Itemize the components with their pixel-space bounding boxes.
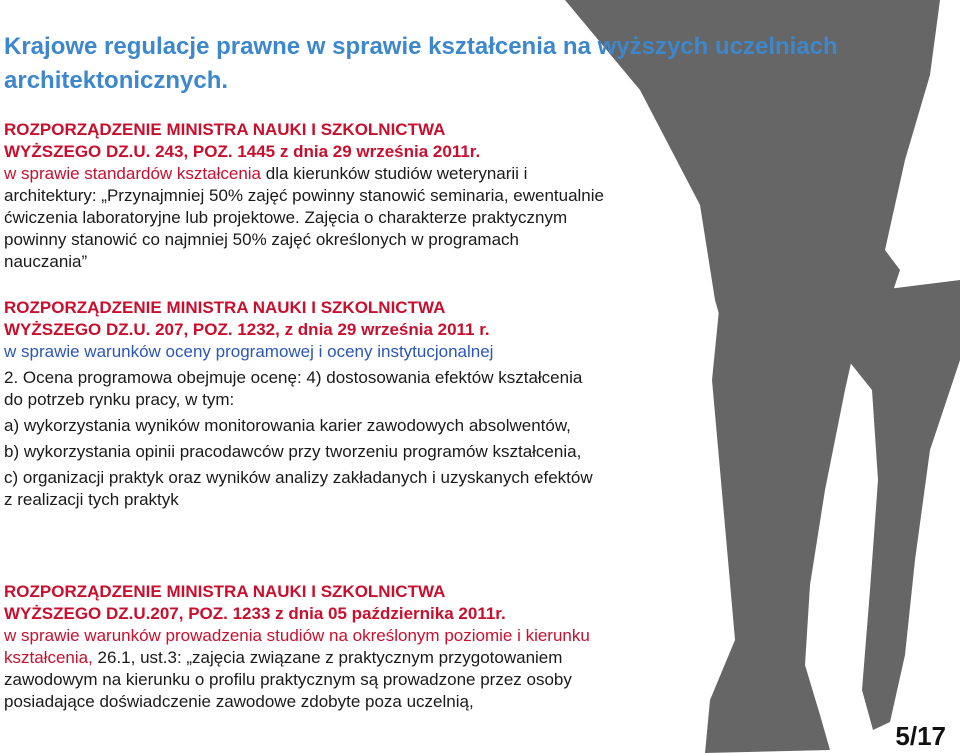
regulation-3-topic: w sprawie warunków prowadzenia studiów na określonym poziomie i kierunku kształcenia, xyxy=(4,626,590,667)
slide-title: Krajowe regulacje prawne w sprawie kształcenia na wyższych uczelniach architektonicznych. xyxy=(4,33,838,94)
regulation-1-body xyxy=(4,163,604,273)
regulation-1-topic: w sprawie standardów kształcenia xyxy=(4,164,262,183)
regulation-2-item-a: a) wykorzystania wyników monitorowania karier zawodowych absolwentów, xyxy=(4,416,571,435)
regulation-2-topic: w sprawie warunków oceny programowej i oceny instytucjonalnej xyxy=(4,342,494,361)
regulation-block-1 xyxy=(4,119,604,273)
regulation-1-reference: ROZPORZĄDZENIE MINISTRA NAUKI I SZKOLNICTWA WYŻSZEGO DZ.U. 243, POZ. 1445 z dnia 29 września 2011r. xyxy=(4,120,481,161)
regulation-2-reference: ROZPORZĄDZENIE MINISTRA NAUKI I SZKOLNICTWA WYŻSZEGO DZ.U. 207, POZ. 1232, z dnia 29 września 2011 r. xyxy=(4,298,490,339)
regulation-block-3 xyxy=(4,581,604,713)
regulation-1-text: dla kierunków studiów weterynarii i architektury: „Przynajmniej 50% zajęć powinny stanowić seminaria, ewentualnie ćwiczenia laboratoryjne lub projektowe. Zajęcia o charakterze praktycznym powinny stanowić co najmniej 50% zajęć określonych w programach nauczania” xyxy=(4,164,604,271)
regulation-block-2 xyxy=(4,297,604,511)
regulation-2-item-c: c) organizacji praktyk oraz wyników analizy zakładanych i uzyskanych efektów z realizacji tych praktyk xyxy=(4,468,593,509)
regulation-3-reference: ROZPORZĄDZENIE MINISTRA NAUKI I SZKOLNICTWA WYŻSZEGO DZ.U.207, POZ. 1233 z dnia 05 października 2011r. xyxy=(4,582,506,623)
regulation-3-text: 26.1, ust.3: „zajęcia związane z praktycznym przygotowaniem zawodowym na kierunku o profilu praktycznym są prowadzone przez osoby posiadające doświadczenie zawodowe zdobyte poza uczelnią, xyxy=(4,648,572,711)
regulation-3-body xyxy=(4,625,604,713)
regulation-2-item-b: b) wykorzystania opinii pracodawców przy tworzeniu programów kształcenia, xyxy=(4,442,582,461)
page-number: 5/17 xyxy=(895,721,946,751)
regulation-2-intro: 2. Ocena programowa obejmuje ocenę: 4) dostosowania efektów kształcenia do potrzeb rynku pracy, w tym: xyxy=(4,368,583,409)
